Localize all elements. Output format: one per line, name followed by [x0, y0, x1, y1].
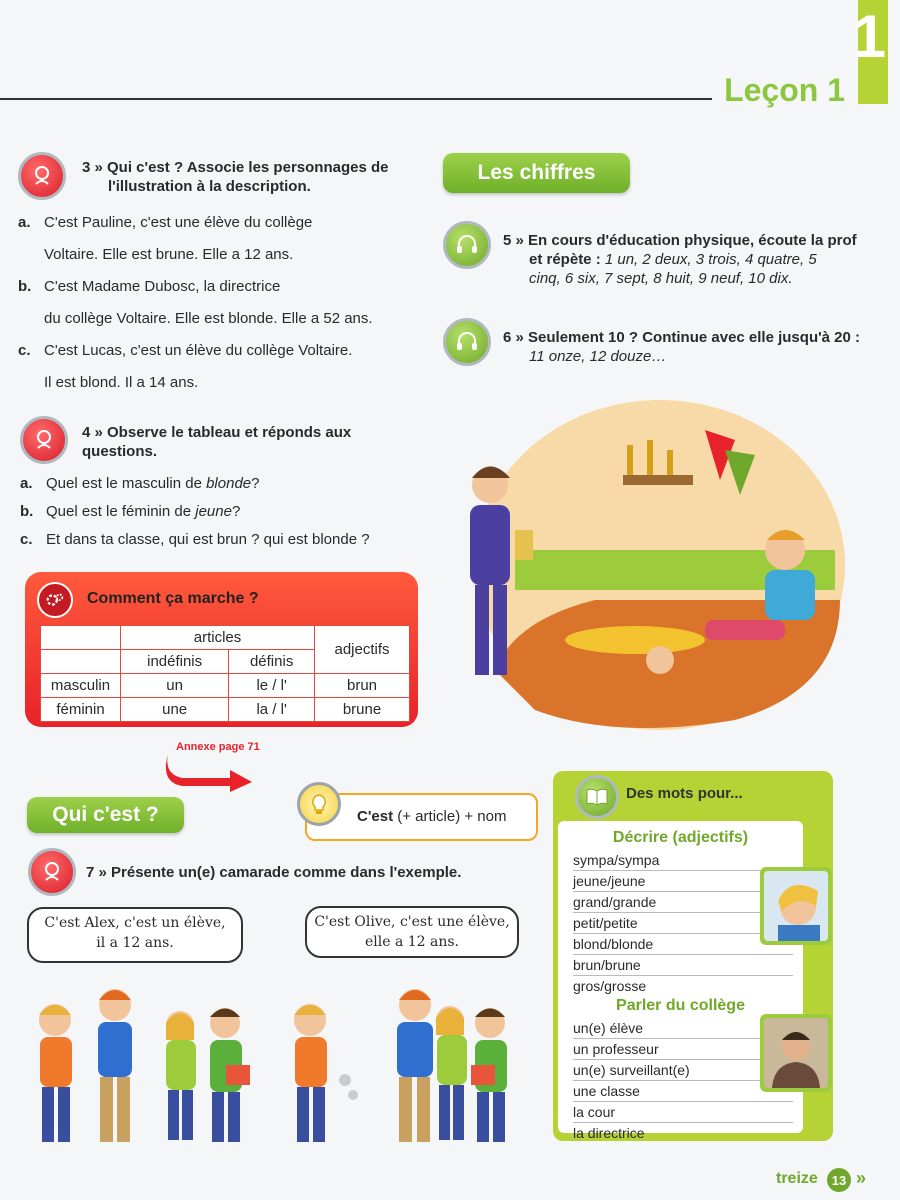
list-item: sympa/sympa — [573, 850, 793, 871]
listen-icon — [443, 318, 491, 366]
page-chevron-icon: » — [856, 1168, 867, 1188]
list-item: b. Quel est le féminin de jeune? — [20, 503, 241, 520]
lesson-title: Leçon 1 — [724, 72, 845, 108]
list-item: un professeur — [573, 1039, 793, 1060]
col-header-indefinis: indéfinis — [121, 650, 229, 674]
table-row: masculin un le / l' brun — [41, 674, 410, 698]
list-item: c. Et dans ta classe, qui est brun ? qui est blonde ? — [20, 531, 370, 548]
col-header-articles: articles — [121, 626, 315, 650]
ex6-text: 6 » Seulement 10 ? Continue avec elle jusqu'à 20 : 11 onze, 12 douze… — [503, 329, 861, 365]
speak-icon — [20, 416, 68, 464]
students-illustration-2 — [285, 965, 520, 1145]
vocabulary-box — [553, 771, 833, 1141]
book-icon — [575, 775, 619, 819]
list-item: une classe — [573, 1081, 793, 1102]
list-item: grand/grande — [573, 892, 793, 913]
list-item: blond/blonde — [573, 934, 793, 955]
list-item: petit/petite — [573, 913, 793, 934]
header-rule — [0, 98, 712, 100]
list-item-cont: Il est blond. Il a 14 ans. — [44, 374, 199, 391]
list-item-cont: du collège Voltaire. Elle est blonde. Elle a 52 ans. — [44, 310, 373, 327]
list-item: la cour — [573, 1102, 793, 1123]
lightbulb-icon — [297, 782, 341, 826]
gears-icon — [37, 582, 73, 618]
grammar-box — [25, 572, 418, 727]
unit-number: 1 — [852, 3, 886, 70]
ex3-list — [18, 207, 438, 399]
list-item-cont: Voltaire. Elle est brune. Elle a 12 ans. — [44, 246, 294, 263]
table-row: féminin une la / l' brune — [41, 698, 410, 722]
list-item: b. C'est Madame Dubosc, la directrice — [18, 278, 281, 295]
speak-icon — [18, 152, 66, 200]
gym-class-illustration — [455, 400, 845, 730]
heading-qui-cest: Qui c'est ? — [27, 797, 184, 833]
section-heading: Décrire (adjectifs) — [612, 829, 749, 846]
grammar-table — [40, 625, 410, 722]
formula-text: C'est (+ article) + nom — [357, 808, 507, 825]
list-item: un(e) élève — [573, 1018, 793, 1039]
speech-bubble: C'est Olive, c'est une élève, elle a 12 ans. — [305, 906, 519, 958]
ex5-text: 5 » En cours d'éducation physique, écoute la prof et répète : 1 un, 2 deux, 3 trois, 4 quatre, 5 cinq, 6 six, 7 sept, 8 huit, 9 neuf, 10 dix. — [503, 232, 857, 287]
heading-les-chiffres: Les chiffres — [443, 153, 630, 193]
list-item: a. C'est Pauline, c'est une élève du collège — [18, 214, 313, 231]
grammar-title: Comment ça marche ? — [87, 590, 259, 607]
list-item: brun/brune — [573, 955, 793, 976]
page-word: treize — [776, 1170, 818, 1187]
ex4-list — [20, 470, 440, 554]
speak-icon — [28, 848, 76, 896]
list-item: a. Quel est le masculin de blonde? — [20, 475, 260, 492]
students-illustration-1 — [30, 965, 255, 1145]
page-number: 13 — [827, 1168, 851, 1192]
annexe-link[interactable]: Annexe page 71 — [176, 741, 260, 753]
col-header-adjectifs: adjectifs — [315, 626, 410, 674]
ex3-title: 3 » Qui c'est ? Associe les personnages de l'illustration à la description. — [82, 159, 389, 195]
listen-icon — [443, 221, 491, 269]
speech-bubble: C'est Alex, c'est un élève, il a 12 ans. — [27, 907, 243, 963]
list-item: c. C'est Lucas, c'est un élève du collège Voltaire. — [18, 342, 353, 359]
list-item: gros/grosse — [573, 978, 647, 994]
ex7-title: 7 » Présente un(e) camarade comme dans l'exemple. — [86, 864, 462, 881]
col-header-definis: définis — [229, 650, 315, 674]
teacher-portrait — [760, 1014, 832, 1092]
vocabulary-title: Des mots pour... — [626, 785, 743, 802]
list-item: la directrice — [573, 1125, 645, 1141]
ex4-title: 4 » Observe le tableau et réponds aux questions. — [82, 424, 352, 460]
blond-boy-portrait — [760, 867, 832, 945]
list-item: un(e) surveillant(e) — [573, 1060, 793, 1081]
section-heading: Parler du collège — [616, 997, 745, 1014]
list-item: jeune/jeune — [573, 871, 793, 892]
